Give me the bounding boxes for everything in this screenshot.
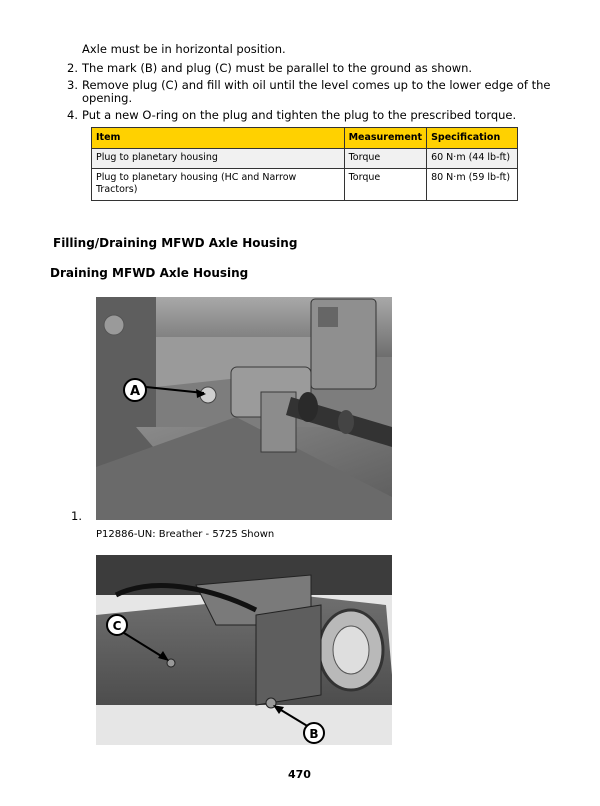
- section-heading: Filling/Draining MFWD Axle Housing: [53, 236, 298, 250]
- table-cell: Torque: [344, 149, 427, 169]
- breather-photo: [96, 297, 392, 520]
- subsection-heading: Draining MFWD Axle Housing: [50, 266, 249, 280]
- table-cell: Plug to planetary housing (HC and Narrow Tractors): [92, 169, 345, 201]
- page-number: 470: [288, 768, 311, 781]
- figure-caption: P12886-UN: Breather - 5725 Shown: [96, 529, 275, 540]
- intro-line: Axle must be in horizontal position.: [82, 42, 286, 56]
- torque-spec-table: [91, 127, 518, 201]
- step-text-continuation: opening.: [82, 91, 133, 105]
- table-row: [92, 169, 518, 201]
- table-cell: 60 N·m (44 lb-ft): [427, 149, 518, 169]
- drain-plug-photo-illustration: [96, 555, 392, 745]
- table-header-cell: Measurement: [344, 128, 427, 149]
- table-cell: 80 N·m (59 lb-ft): [427, 169, 518, 201]
- table-row: [92, 149, 518, 169]
- step-text: Put a new O-ring on the plug and tighten the plug to the prescribed torque.: [82, 108, 517, 122]
- step-text: Remove plug (C) and fill with oil until the level comes up to the lower edge of the: [82, 78, 551, 92]
- table-header-cell: Specification: [427, 128, 518, 149]
- step-number: 1.: [71, 509, 82, 523]
- table-cell: Torque: [344, 169, 427, 201]
- table-header-cell: Item: [92, 128, 345, 149]
- callout-label-c: C: [112, 619, 122, 633]
- table-cell: Plug to planetary housing: [92, 149, 345, 169]
- step-number: 4.: [67, 108, 78, 122]
- callout-label-a: A: [129, 384, 141, 399]
- breather-photo-illustration: [96, 297, 392, 520]
- step-number: 2.: [67, 61, 78, 75]
- callout-label-b: B: [309, 727, 319, 741]
- drain-plug-photo: [96, 555, 392, 745]
- table-header-row: [92, 128, 518, 149]
- step-text: The mark (B) and plug (C) must be parallel to the ground as shown.: [82, 61, 473, 75]
- step-number: 3.: [67, 78, 78, 92]
